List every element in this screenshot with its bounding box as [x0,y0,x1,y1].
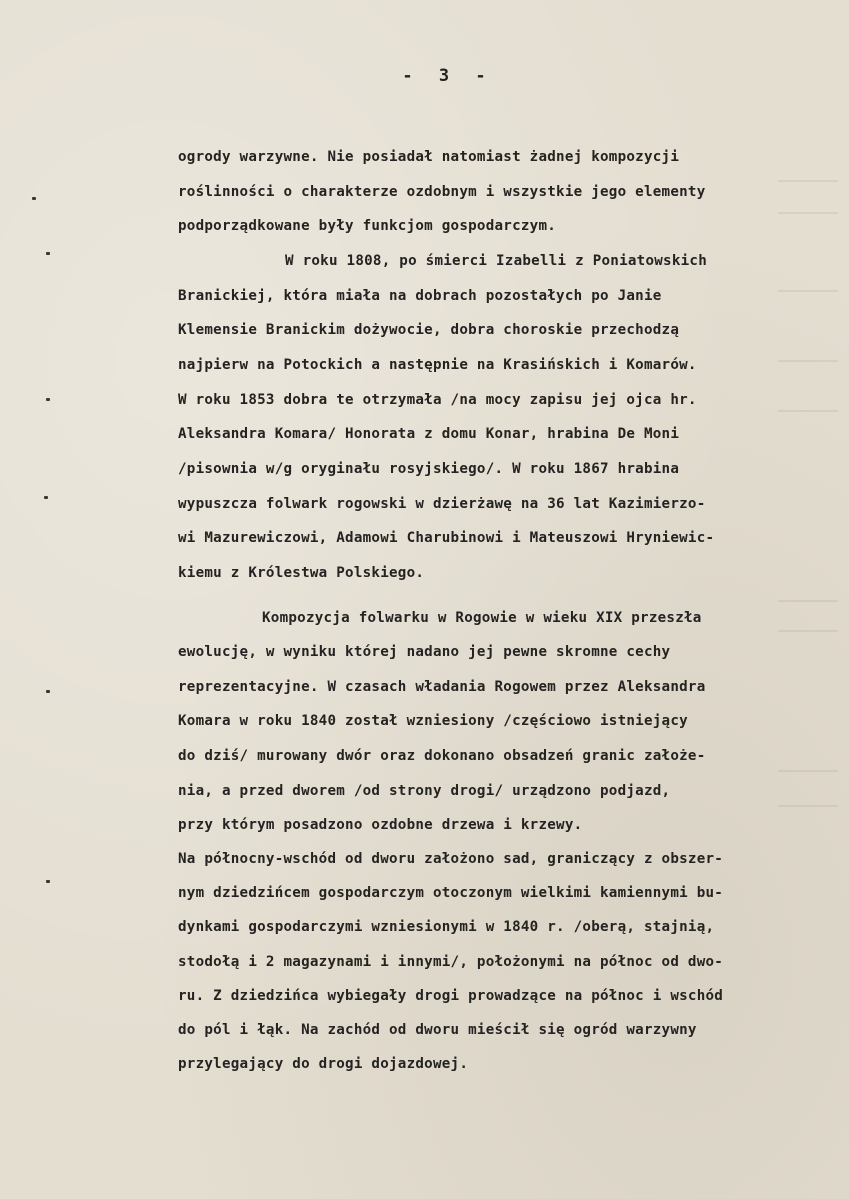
margin-speck [46,880,50,883]
show-through-mark [778,770,838,772]
show-through-mark [778,630,838,632]
text-line: Na północny-wschód od dworu założono sad, graniczący z obszer- [178,851,724,867]
text-line: przy którym posadzono ozdobne drzewa i krzewy. [178,817,583,833]
page-number: - 3 - [402,66,487,86]
text-line: do pól i łąk. Na zachód od dworu mieścił się ogród warzywny [178,1022,697,1038]
text-line: ogrody warzywne. Nie posiadał natomiast żadnej kompozycji [178,149,680,165]
show-through-mark [778,805,838,807]
text-line: Komara w roku 1840 został wzniesiony /częściowo istniejący [178,713,688,729]
show-through-mark [778,360,838,362]
show-through-mark [778,290,838,292]
paragraph-start-line: Kompozycja folwarku w Rogowie w wieku XIX przeszła [262,610,702,626]
show-through-mark [778,410,838,412]
show-through-mark [778,180,838,182]
margin-speck [46,398,50,401]
text-line: /pisownia w/g oryginału rosyjskiego/. W roku 1867 hrabina [178,461,680,477]
text-line: wypuszcza folwark rogowski w dzierżawę na 36 lat Kazimierzo- [178,496,706,512]
text-line: wi Mazurewiczowi, Adamowi Charubinowi i Mateuszowi Hryniewic- [178,530,715,546]
margin-speck [32,197,36,200]
text-line: reprezentacyjne. W czasach władania Rogowem przez Aleksandra [178,679,706,695]
text-line: przylegający do drogi dojazdowej. [178,1056,469,1072]
text-line: W roku 1853 dobra te otrzymała /na mocy zapisu jej ojca hr. [178,392,697,408]
text-line: dynkami gospodarczymi wzniesionymi w 1840 r. /oberą, stajnią, [178,919,715,935]
text-line: najpierw na Potockich a następnie na Krasińskich i Komarów. [178,357,697,373]
text-line: kiemu z Królestwa Polskiego. [178,565,425,581]
text-line: ru. Z dziedzińca wybiegały drogi prowadzące na północ i wschód [178,988,724,1004]
show-through-mark [778,212,838,214]
text-line: nia, a przed dworem /od strony drogi/ urządzono podjazd, [178,783,671,799]
text-line: stodołą i 2 magazynami i innymi/, położonymi na północ od dwo- [178,954,724,970]
text-line: Aleksandra Komara/ Honorata z domu Konar, hrabina De Moni [178,426,680,442]
text-line: roślinności o charakterze ozdobnym i wszystkie jego elementy [178,184,706,200]
text-line: ewolucję, w wyniku której nadano jej pewne skromne cechy [178,644,671,660]
margin-speck [46,252,50,255]
margin-speck [44,496,48,499]
text-line: podporządkowane były funkcjom gospodarczym. [178,218,557,234]
text-line: Branickiej, która miała na dobrach pozostałych po Janie [178,288,662,304]
text-line: Klemensie Branickim dożywocie, dobra choroskie przechodzą [178,322,680,338]
show-through-mark [778,600,838,602]
margin-speck [46,690,50,693]
paragraph-start-line: W roku 1808, po śmierci Izabelli z Poniatowskich [285,253,707,269]
text-line: do dziś/ murowany dwór oraz dokonano obsadzeń granic założe- [178,748,706,764]
text-line: nym dziedzińcem gospodarczym otoczonym wielkimi kamiennymi bu- [178,885,724,901]
